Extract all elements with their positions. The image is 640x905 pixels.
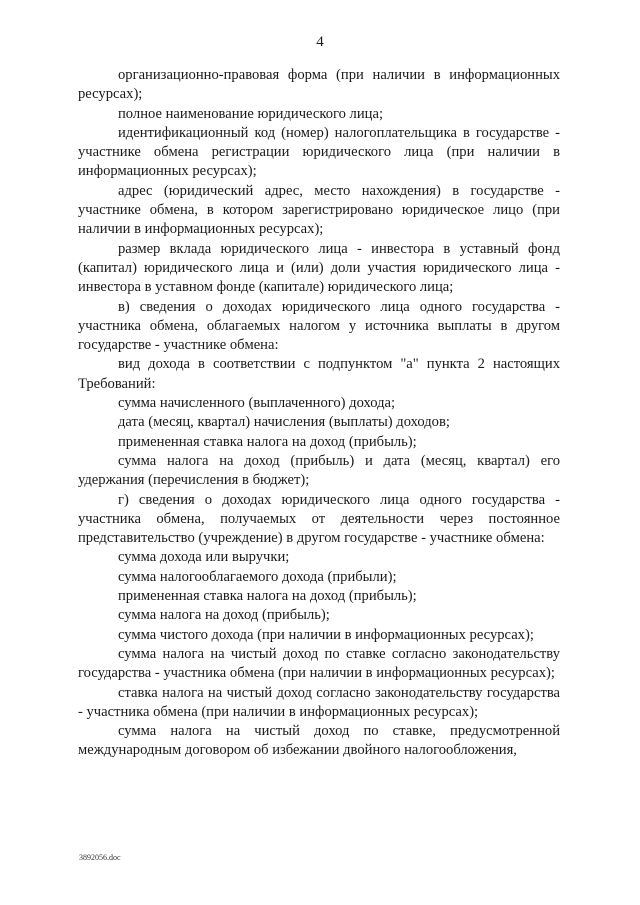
paragraph: адрес (юридический адрес, место нахождения) в государстве - участнике обмена, в котором зарегистрировано юридическое лицо (при наличии в информационных ресурсах);: [78, 182, 560, 238]
paragraph: вид дохода в соответствии с подпунктом "а" пункта 2 настоящих Требований:: [78, 356, 560, 392]
paragraph: сумма налога на чистый доход по ставке, предусмотренной международным договором об избежании двойного налогообложения,: [78, 723, 560, 759]
document-body: [78, 66, 560, 761]
paragraph: сумма налогооблагаемого дохода (прибыли);: [118, 568, 397, 585]
paragraph: организационно-правовая форма (при наличии в информационных ресурсах);: [78, 67, 560, 103]
paragraph: сумма налога на чистый доход по ставке согласно законодательству государства - участника обмена (при наличии в информационных ресурсах);: [78, 645, 560, 682]
document-filename: 3892056.doc: [79, 853, 121, 862]
paragraph: сумма дохода или выручки;: [118, 549, 290, 566]
paragraph: полное наименование юридического лица;: [118, 105, 383, 122]
paragraph: г) сведения о доходах юридического лица одного государства - участника обмена, получаемых от деятельности через постоянное представительство (учреждение) в другом государстве - участнике обмена:: [78, 491, 560, 547]
paragraph: примененная ставка налога на доход (прибыль);: [118, 588, 417, 605]
paragraph: сумма налога на доход (прибыль);: [118, 607, 330, 624]
page-number: 4: [316, 34, 324, 50]
paragraph: сумма начисленного (выплаченного) дохода;: [118, 395, 396, 412]
paragraph: ставка налога на чистый доход согласно законодательству государства - участника обмена (при наличии в информационных ресурсах);: [78, 684, 560, 720]
paragraph: дата (месяц, квартал) начисления (выплаты) доходов;: [118, 414, 450, 431]
paragraph: сумма налога на доход (прибыль) и дата (месяц, квартал) его удержания (перечисления в бюджет);: [78, 452, 560, 489]
paragraph: примененная ставка налога на доход (прибыль);: [118, 433, 417, 450]
paragraph: идентификационный код (номер) налогоплательщика в государстве - участнике обмена регистрации юридического лица (при наличии в информационных ресурсах);: [78, 124, 560, 180]
paragraph: в) сведения о доходах юридического лица одного государства - участника обмена, облагаемых налогом у источника выплаты в другом государстве - участнике обмена:: [78, 298, 560, 354]
paragraph: сумма чистого дохода (при наличии в информационных ресурсах);: [118, 626, 534, 643]
paragraph: размер вклада юридического лица - инвестора в уставный фонд (капитал) юридического лица и (или) доли участия юридического лица - инвестора в уставном фонде (капитале) юридического лица;: [78, 240, 560, 296]
